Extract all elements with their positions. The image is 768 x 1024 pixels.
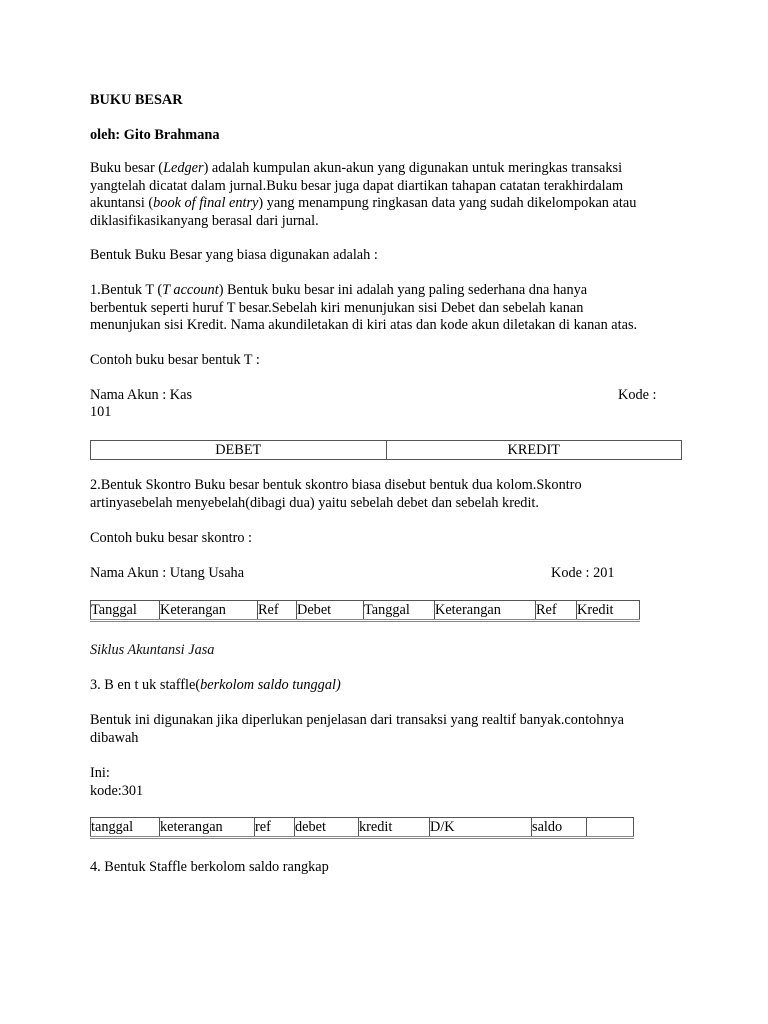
doc-title: BUKU BESAR [90, 92, 183, 108]
staffle-col-kredit: kredit [359, 818, 430, 838]
doc-author: oleh: Gito Brahmana [90, 127, 220, 143]
section2-contoh: Contoh buku besar skontro : [90, 530, 253, 546]
skontro-col-tanggal: Tanggal [91, 601, 160, 621]
t-account-table [90, 440, 682, 460]
section1-paragraph: 1.Bentuk T (T account) Bentuk buku besar ini adalah yang paling sederhana dna hanya berbentuk seperti huruf T besar.Sebelah kiri menunjukan sisi Debet dan sebelah kanan menunjukan sisi Kredit. Nama akundiletakan di kiri atas dan kode akun diletakan di kanan atas. [90, 282, 638, 333]
staffle-col-ref: ref [255, 818, 295, 838]
section1-kode-value: 101 [90, 404, 112, 420]
skontro-col-kredit: Kredit [577, 602, 614, 618]
section1-kode-label: Kode : [618, 387, 657, 403]
section4-heading: 4. Bentuk Staffle berkolom saldo rangkap [90, 859, 329, 875]
staffle-header-row [91, 818, 634, 838]
section1-contoh: Contoh buku besar bentuk T : [90, 352, 260, 368]
section3-heading: 3. B en t uk staffle(berkolom saldo tunggal) [90, 677, 341, 693]
debet-header: DEBET [91, 441, 387, 459]
skontro-col-debet: Debet [297, 601, 364, 621]
section3-ini: Ini: kode:301 [90, 765, 144, 799]
kredit-header: KREDIT [507, 442, 560, 458]
staffle-table [90, 817, 634, 839]
section1-nama-akun: Nama Akun : Kas [90, 387, 193, 403]
section2-kode: Kode : 201 [551, 565, 615, 581]
intro-paragraph: Buku besar (Ledger) adalah kumpulan akun-akun yang digunakan untuk meringkas transaksi yangtelah dicatat dalam jurnal.Buku besar juga dapat diartikan tahapan catatan terakhirdalam akuntansi (book of final entry) yang menampung ringkasan data yang sudah dikelompokan atau diklasifikasikanyang berasal dari jurnal. [90, 160, 637, 229]
skontro-col-keterangan: Keterangan [160, 601, 258, 621]
skontro-table [90, 600, 640, 622]
skontro-col-keterangan-2: Keterangan [435, 601, 536, 621]
staffle-col-debet: debet [295, 818, 359, 838]
staffle-col-keterangan: keterangan [160, 818, 255, 838]
skontro-col-tanggal-2: Tanggal [364, 601, 435, 621]
section2-nama-akun: Nama Akun : Utang Usaha [90, 565, 245, 581]
section3-paragraph: Bentuk ini digunakan jika diperlukan penjelasan dari transaksi yang realtif banyak.contohnya dibawah [90, 712, 624, 746]
skontro-col-ref-2: Ref [536, 601, 577, 621]
staffle-col-tanggal: tanggal [91, 818, 160, 838]
section3-kode: kode:301 [90, 782, 144, 799]
bentuk-intro: Bentuk Buku Besar yang biasa digunakan adalah : [90, 247, 378, 263]
section2-paragraph: 2.Bentuk Skontro Buku besar bentuk skontro biasa disebut bentuk dua kolom.Skontro artinyasebelah menyebelah(dibagi dua) yaitu sebelah debet dan sebelah kredit. [90, 477, 582, 511]
staffle-col-dk: D/K [430, 818, 532, 838]
skontro-col-ref: Ref [258, 601, 297, 621]
siklus-akuntansi-link[interactable]: Siklus Akuntansi Jasa [90, 642, 215, 658]
staffle-col-saldo: saldo [532, 818, 587, 838]
skontro-header-row [91, 601, 640, 621]
staffle-col-empty [587, 818, 634, 838]
